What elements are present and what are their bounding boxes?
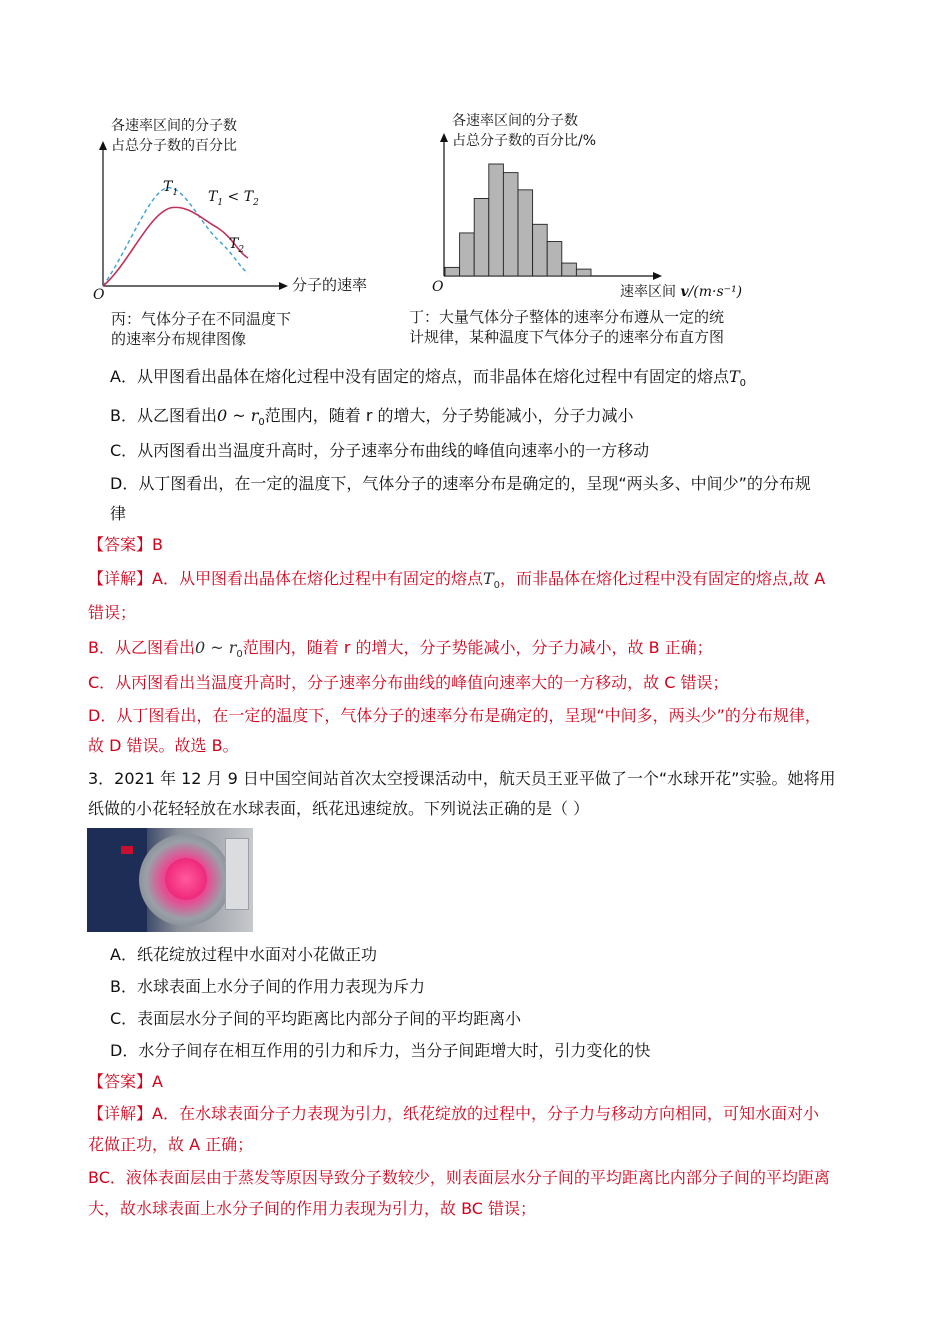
q2-answer: 【答案】B [88,535,163,554]
q2-option-a: A．从甲图看出晶体在熔化过程中没有固定的熔点，而非晶体在熔化过程中有固定的熔点$T_0$ [110,367,746,390]
q2-detail-d: D．从丁图看出，在一定的温度下，气体分子的速率分布是确定的，呈现“中间多，两头少”的分布规律， [88,706,821,725]
figure-c-y-arrow [99,141,107,150]
curve-t2-label: $T_2$ [229,236,245,255]
curve-t1-label: $T_1$ [163,179,179,198]
histogram-bar [518,190,533,276]
histogram-bar [533,224,548,276]
q2-detail-d-cont: 故 D 错误。故选 B。 [88,736,239,755]
figure-c-ylabel-2: 占总分子数的百分比 [111,138,237,154]
q3-option-b: B．水球表面上水分子间的作用力表现为斥力 [110,977,425,996]
temperature-relation: $T_1 < T_2$ [208,189,259,208]
histogram-bar [460,233,475,276]
histogram-bar [562,263,577,276]
q3-option-c: C．表面层水分子间的平均距离比内部分子间的平均距离小 [110,1009,522,1028]
q3-detail-bc: BC．液体表面层由于蒸发等原因导致分子数较少，则表面层水分子间的平均距离比内部分子间的平均距离 [88,1168,830,1187]
q2-detail-a: 【详解】A．从甲图看出晶体在熔化过程中有固定的熔点$T_0$，而非晶体在熔化过程中没有固定的熔点,故 A [88,569,826,592]
figure-c-xlabel: 分子的速率 [292,276,368,294]
q2-option-d: D．从丁图看出，在一定的温度下，气体分子的速率分布是确定的，呈现“两头多、中间少”的分布规 [110,474,811,493]
q2-option-b: B．从乙图看出0 ~ $r_0$范围内，随着 r 的增大，分子势能减小，分子力减小 [110,406,634,429]
figure-d-origin: O [432,279,444,295]
figure-d-ylabel-2: 占总分子数的百分比/% [452,133,597,149]
water-ball-photo [87,828,253,932]
figure-d-caption-2: 计规律，某种温度下气体分子的速率分布直方图 [409,328,725,346]
q2-detail-c: C．从丙图看出当温度升高时，分子速率分布曲线的峰值向速率大的一方移动，故 C 错误； [88,673,729,692]
flag-patch [121,846,133,854]
q3-option-a: A．纸花绽放过程中水面对小花做正功 [110,945,377,964]
figure-d-caption-1: 丁：大量气体分子整体的速率分布遵从一定的统 [409,308,725,326]
figure-c-origin: O [93,287,105,303]
q3-detail-a-cont: 花做正功，故 A 正确； [88,1135,254,1154]
q3-option-d: D．水分子间存在相互作用的引力和斥力，当分子间距增大时，引力变化的快 [110,1041,651,1060]
figure-c-caption-2: 的速率分布规律图像 [111,330,247,348]
histogram-bar [547,242,562,276]
figure-d-ylabel-1: 各速率区间的分子数 [452,113,578,129]
histogram-bar [489,164,504,276]
q3-detail-bc-cont: 大，故水球表面上水分子间的作用力表现为引力，故 BC 错误； [88,1199,537,1218]
figure-c-caption-1: 丙：气体分子在不同温度下 [111,310,292,328]
figure-d-histogram [432,132,672,280]
q2-detail-a-cont: 错误； [88,603,137,622]
histogram-bar [503,173,518,276]
q2-detail-b: B．从乙图看出0 ~ $r_0$范围内，随着 r 的增大，分子势能减小，分子力减小，故 B 正确； [88,638,713,661]
histogram-bar [445,267,460,276]
q3-stem-1: 3．2021 年 12 月 9 日中国空间站首次太空授课活动中，航天员王亚平做了一个“水球开花”实验。她将用 [88,769,836,788]
figure-d-xlabel: 速率区间 v/(m·s⁻¹) [620,284,743,300]
station-panel [225,838,249,910]
q3-answer: 【答案】A [88,1072,163,1091]
q2-option-c: C．从丙图看出当温度升高时，分子速率分布曲线的峰值向速率小的一方移动 [110,441,650,460]
paper-flower [165,858,207,900]
q3-stem-2: 纸做的小花轻轻放在水球表面，纸花迅速绽放。下列说法正确的是（ ） [88,799,590,818]
histogram-bar [474,198,489,276]
q2-option-d-cont: 律 [110,504,127,523]
histogram-bar [576,269,591,276]
astronaut-figure [87,828,147,932]
figure-c-x-arrow [279,282,288,290]
figure-d-y-arrow [440,133,448,142]
figure-c-ylabel-1: 各速率区间的分子数 [111,118,237,134]
curve-t2 [103,207,248,286]
q3-detail-a: 【详解】A．在水球表面分子力表现为引力，纸花绽放的过程中，分子力与移动方向相同，可知水面对小 [88,1104,819,1123]
figure-d-x-arrow [653,272,662,280]
